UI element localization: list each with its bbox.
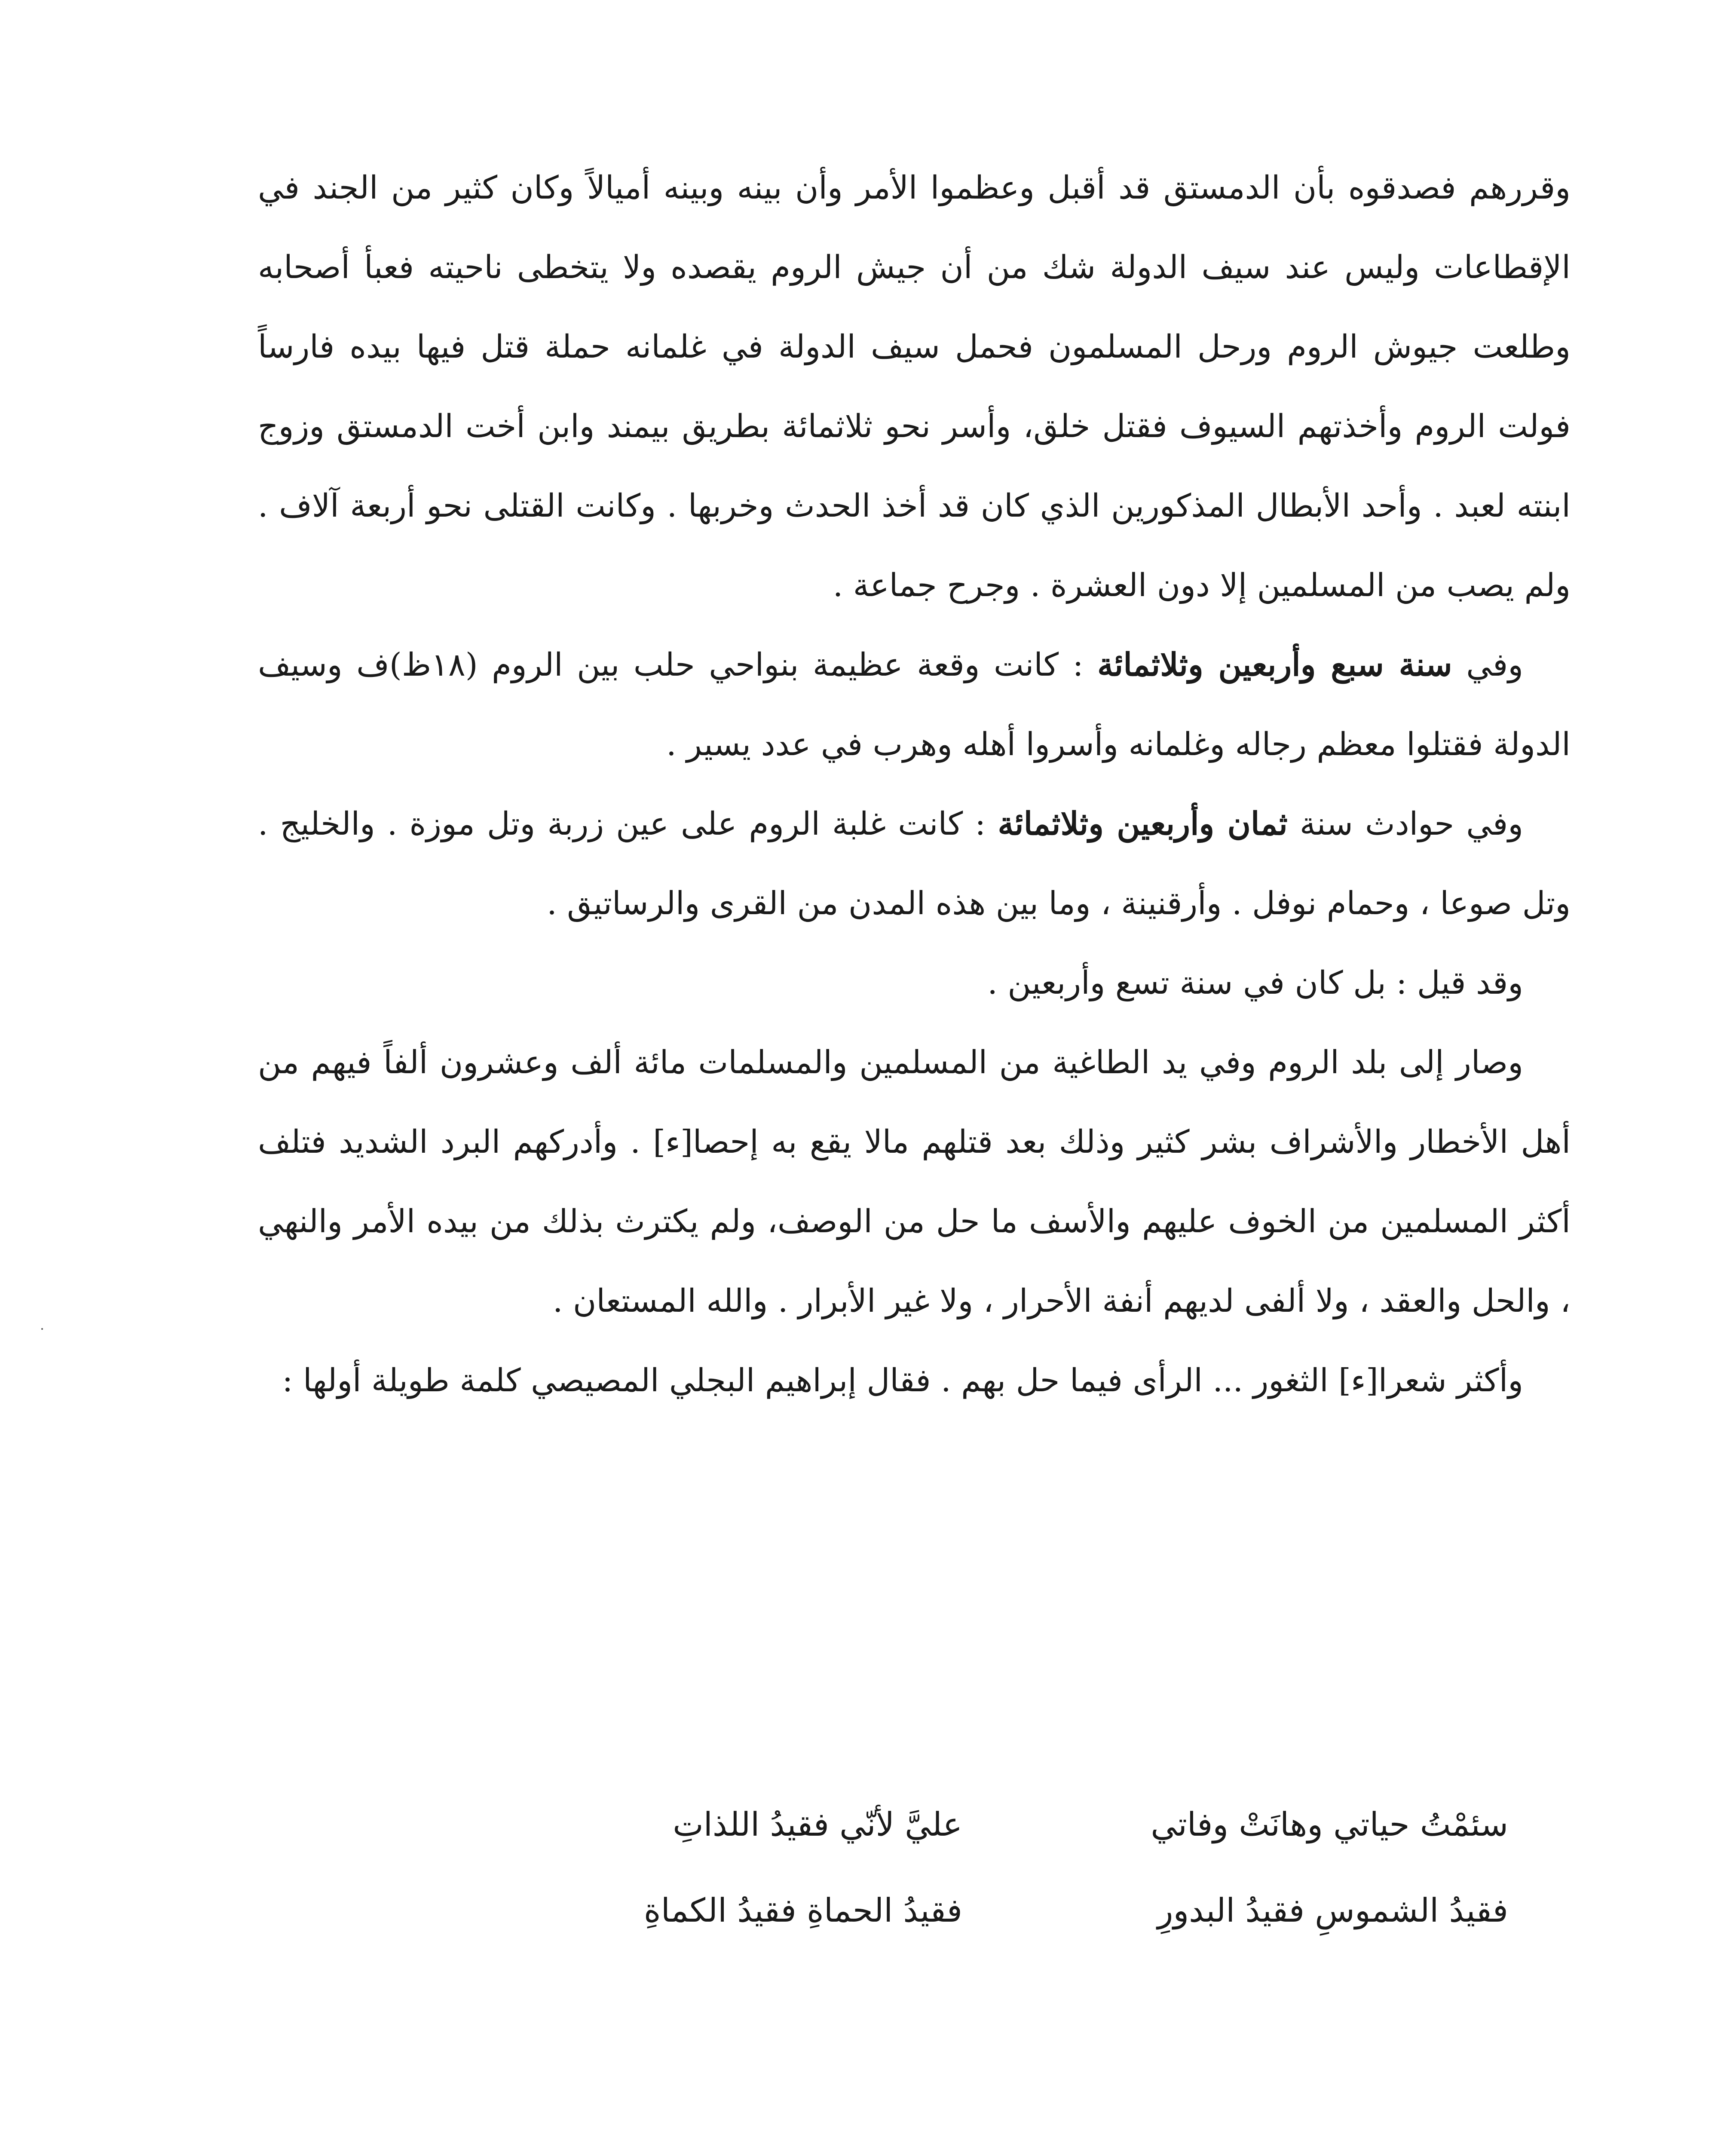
paragraph-text: وصار إلى بلد الروم وفي يد الطاغية من المسلمين والمسلمات مائة ألف وعشرون ألفاً فيهم من أهل الأخطار والأشراف بشر كثير وذلك بعد قتلهم مالا يقع به إحصا[ء] . وأدركهم البرد الشديد فتلف أكثر المسلمين من الخوف عليهم والأسف ما حل من الوصف، ولم يكترث بذلك من بيده الأمر والنهي ، والحل والعقد ، ولا ألفى لديهم أنفة الأحرار ، ولا غير الأبرار . والله المستعان . (258, 1044, 1571, 1319)
paragraph (258, 1023, 1571, 1341)
paragraph (258, 943, 1571, 1023)
verse-hemistich-first: فقيدُ الشموسِ فقيدُ البدورِ (1157, 1891, 1508, 1929)
paragraph-text: وفي (1452, 646, 1524, 683)
poem-verses (511, 1782, 1508, 1953)
paragraph (258, 784, 1571, 943)
verse-hemistich-second: عليَّ لأنّي فقيدُ اللذاتِ (673, 1805, 962, 1843)
paragraph-text: : كانت غلبة الروم على عين زربة وتل موزة . والخليج . وتل صوعا ، وحمام نوفل . وأرقنينة ، وما بين هذه المدن من القرى والرساتيق . (258, 805, 1571, 922)
paragraph-text: وفي حوادث سنة (1287, 805, 1523, 842)
poem-verse (511, 1782, 1508, 1867)
body-text (258, 148, 1571, 1420)
paragraph (258, 148, 1571, 625)
paragraph-text: وأكثر شعرا[ء] الثغور ... الرأى فيما حل بهم . فقال إبراهيم البجلي المصيصي كلمة طويلة أولها : (282, 1362, 1523, 1399)
verse-hemistich-second: فقيدُ الحماةِ فقيدُ الكماةِ (643, 1891, 962, 1929)
paragraph (258, 1341, 1571, 1420)
paragraph-text: : كانت وقعة عظيمة بنواحي حلب بين الروم (١٨ظ)ف وسيف الدولة فقتلوا معظم رجاله وغلمانه وأسروا أهله وهرب في عدد يسير . (258, 646, 1571, 763)
year-heading: ثمان وأربعين وثلاثمائة (998, 805, 1288, 842)
paragraph-text: وقررهم فصدقوه بأن الدمستق قد أقبل وعظموا الأمر وأن بينه وبينه أميالاً وكان كثير من الجند في الإقطاعات وليس عند سيف الدولة شك من أن جيش الروم يقصده ولا يتخطى ناحيته فعبأ أصحابه وطلعت جيوش الروم ورحل المسلمون فحمل سيف الدولة في غلمانه حملة قتل فيها بيده فارساً فولت الروم وأخذتهم السيوف فقتل خلق، وأسر نحو ثلاثمائة بطريق بيمند وابن أخت الدمستق وزوج ابنته لعبد . وأحد الأبطال المذكورين الذي كان قد أخذ الحدث وخربها . وكانت القتلى نحو أربعة آلاف . ولم يصب من المسلمين إلا دون العشرة . وجرح جماعة . (258, 169, 1571, 604)
margin-speck (41, 1328, 43, 1330)
verse-hemistich-first: سئمْتُ حياتي وهانَتْ وفاتي (1151, 1805, 1508, 1843)
poem-verse (511, 1867, 1508, 1953)
paragraph (258, 625, 1571, 784)
year-heading: سنة سبع وأربعين وثلاثمائة (1097, 646, 1452, 683)
paragraph-text: وقد قيل : بل كان في سنة تسع وأربعين . (987, 964, 1523, 1001)
